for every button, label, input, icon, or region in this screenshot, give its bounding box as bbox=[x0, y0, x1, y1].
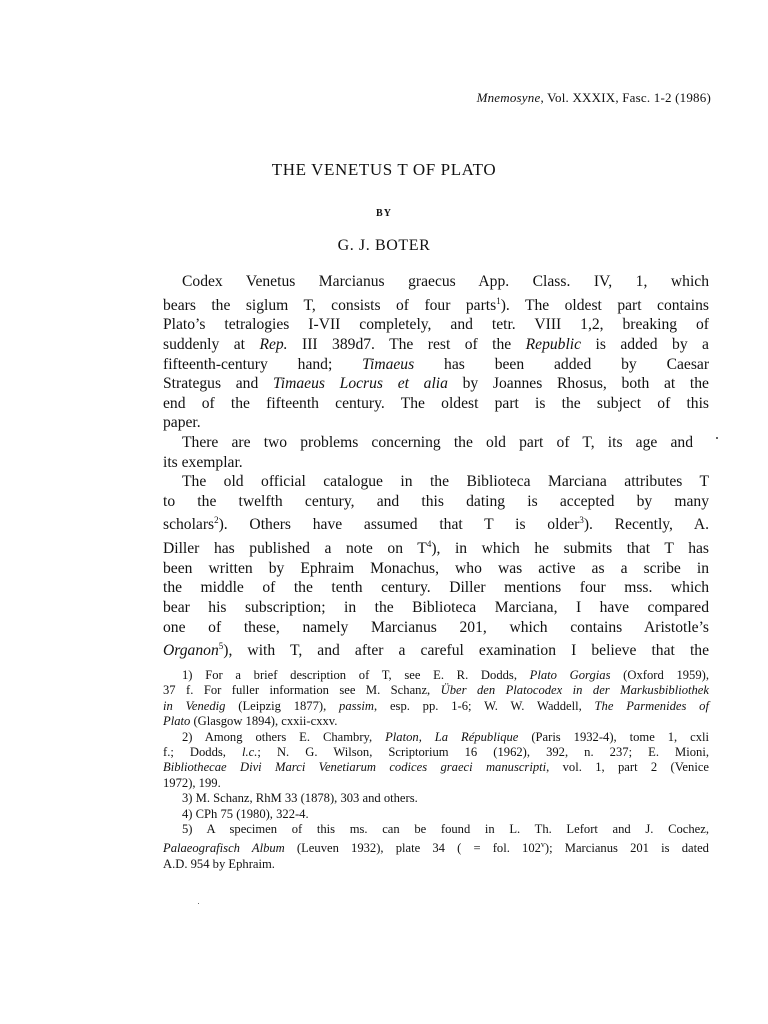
body-line: scholars$^2$). Others have assumed that T is older$^3$). Recently, A. bbox=[163, 515, 709, 534]
footnote-ref[interactable]: 5 bbox=[218, 641, 224, 652]
body-line: bear his subscription; in the Biblioteca Marciana, I have compared bbox=[163, 599, 709, 617]
by-line: BY bbox=[376, 208, 392, 219]
footnote-line: in Venedig (Leipzig 1877), passim, esp. pp. 1-6; W. W. Waddell, The Parmenides of bbox=[163, 698, 709, 713]
footnote-ref[interactable]: 2 bbox=[214, 515, 219, 526]
body-line: Codex Venetus Marcianus graecus App. Class. IV, 1, which bbox=[182, 273, 709, 290]
scan-speck bbox=[716, 437, 718, 439]
body-line: Diller has published a note on $T^4$), in which he submits that T has bbox=[163, 539, 709, 558]
body-line: The old official catalogue in the Biblioteca Marciana attributes T bbox=[182, 473, 709, 491]
body-line: its exemplar. bbox=[163, 453, 243, 471]
body-line: There are two problems concerning the old part of T, its age and bbox=[182, 433, 693, 451]
article-body bbox=[163, 272, 709, 661]
footnote-line: 1972), 199. bbox=[163, 775, 221, 790]
footnote-line: 2) Among others E. Chambry, Platon, La République (Paris 1932-4), tome 1, cxli bbox=[182, 729, 710, 744]
footnote-ref[interactable]: 4 bbox=[426, 539, 432, 550]
body-line: bears the siglum T, consists of four parts$^1$). The oldest part contains bbox=[163, 295, 709, 314]
footnote-line: A.D. 954 by Ephraim. bbox=[163, 857, 275, 872]
footnote-line: Palaeografisch Album (Leuven 1932), plate 34 ( = fol. 102$^v$); Marcianus 201 is dated bbox=[163, 840, 709, 856]
body-line: suddenly at Rep. III 389d7. The rest of the Republic is added by a bbox=[163, 335, 709, 353]
body-line: been written by Ephraim Monachus, who was active as a scribe in bbox=[163, 559, 709, 577]
body-line: the middle of the tenth century. Diller mentions four mss. which bbox=[163, 579, 709, 597]
footnote-line: f.; Dodds, l.c.; N. G. Wilson, Scriptorium 16 (1962), 392, n. 237; E. Mioni, bbox=[163, 745, 709, 760]
body-line: Strategus and Timaeus Locrus et alia by Joannes Rhosus, both at the bbox=[163, 375, 709, 393]
footnote-line: Plato (Glasgow 1894), cxxii-cxxv. bbox=[163, 714, 338, 729]
footnote-ref[interactable]: 1 bbox=[496, 295, 501, 306]
body-line: end of the fifteenth century. The oldest part is the subject of this bbox=[163, 394, 709, 412]
journal-header bbox=[477, 90, 711, 106]
journal-name: Mnemosyne bbox=[476, 90, 541, 105]
footnote-line: 1) For a brief description of T, see E. R. Dodds, Plato Gorgias (Oxford 1959), bbox=[182, 668, 709, 682]
footnote-line: 3) M. Schanz, RhM 33 (1878), 303 and others. bbox=[182, 791, 418, 806]
footnote-line: 5) A specimen of this ms. can be found in L. Th. Lefort and J. Cochez, bbox=[182, 822, 709, 837]
body-line: one of these, namely Marcianus 201, which contains Aristotle’s bbox=[163, 618, 709, 636]
article-title: THE VENETUS T OF PLATO bbox=[271, 160, 497, 179]
footnote-line: 37 f. For fuller information see M. Schanz, Über den Platocodex in der Markusbibliothek bbox=[163, 683, 709, 698]
journal-details: , Vol. XXXIX, Fasc. 1-2 (1986) bbox=[540, 90, 711, 105]
body-line: Organon$^5$), with T, and after a careful examination I believe that the bbox=[163, 641, 709, 660]
body-line: Plato’s tetralogies I-VII completely, and tetr. VIII 1,2, breaking of bbox=[163, 316, 709, 334]
footnote-line: Bibliothecae Divi Marci Venetiarum codices graeci manuscripti, vol. 1, part 2 (Venice bbox=[163, 760, 709, 775]
body-line: paper. bbox=[163, 414, 201, 432]
footnote-line: 4) CPh 75 (1980), 322-4. bbox=[182, 806, 309, 821]
body-line: fifteenth-century hand; Timaeus has been added by Caesar bbox=[163, 355, 710, 373]
body-line: to the twelfth century, and this dating is accepted by many bbox=[163, 492, 709, 510]
footnotes bbox=[163, 668, 709, 872]
footnote-ref[interactable]: 3 bbox=[579, 515, 584, 526]
scan-speck bbox=[198, 903, 199, 904]
author-name: G. J. BOTER bbox=[337, 237, 431, 254]
